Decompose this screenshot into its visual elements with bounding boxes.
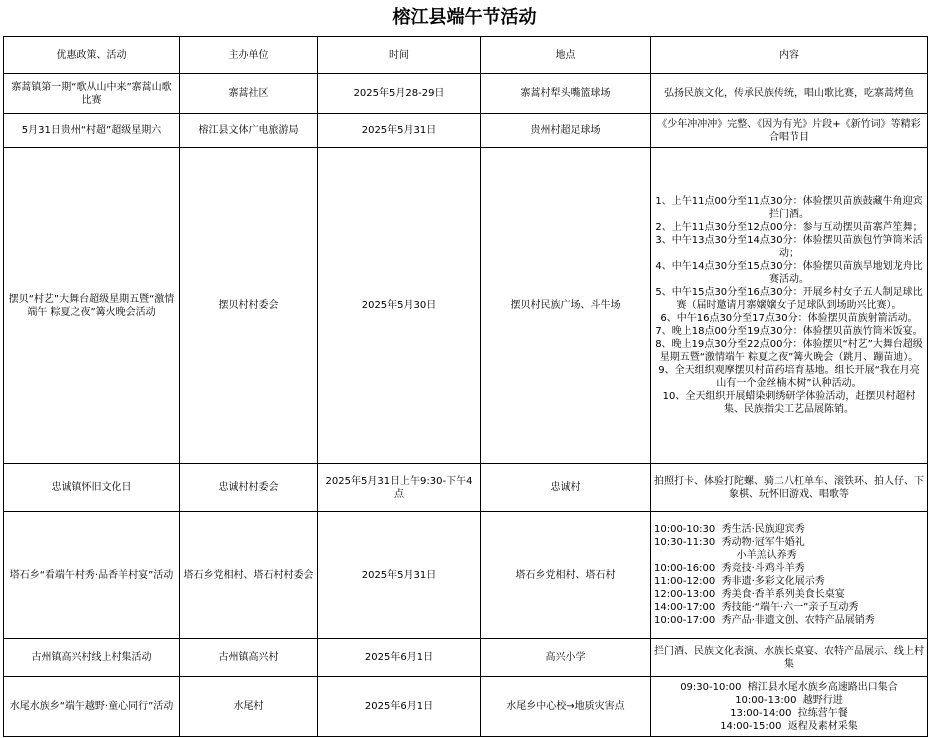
table-row	[4, 148, 928, 464]
cell-organizer: 忠诚村村委会	[180, 464, 318, 512]
table-row	[4, 114, 928, 148]
table-row	[4, 639, 928, 677]
content-line: 10、全天组织开展蜡染刺绣研学体验活动，赶摆贝村超村集、民族指尖工艺品展陈销。	[662, 391, 916, 415]
cell-activity: 5月31日贵州“村超”超级星期六	[4, 114, 180, 148]
cell-activity: 水尾水族乡“端午越野·童心同行”活动	[4, 677, 180, 737]
cell-organizer: 古州镇高兴村	[180, 639, 318, 677]
content-line: 1、上午11点00分至11点30分：体验摆贝苗族鼓藏牛角迎宾拦门酒。	[655, 196, 923, 220]
cell-organizer: 寨蒿社区	[180, 74, 318, 114]
cell-time: 2025年5月30日	[318, 148, 481, 464]
cell-organizer: 摆贝村村委会	[180, 148, 318, 464]
content-line: 拦门酒、民族文化表演、水族长桌宴、农特产品展示、线上村集	[654, 645, 924, 670]
cell-content	[651, 148, 928, 464]
cell-activity: 忠诚镇怀旧文化日	[4, 464, 180, 512]
content-line: 4、中午14点30分至15点30分：体验摆贝苗族旱地划龙舟比赛活动。	[655, 261, 923, 285]
cell-place: 摆贝村民族广场、斗牛场	[481, 148, 651, 464]
cell-activity: 寨蒿镇第一期“歌从山中来”寨蒿山歌比赛	[4, 74, 180, 114]
cell-activity: 摆贝“村艺”大舞台超级星期五暨“激情端午 粽夏之夜”篝火晚会活动	[4, 148, 180, 464]
content-line: 14:00-15:00 返程及素材采集	[720, 720, 858, 732]
content-line: 12:00-13:00 秀美食·香羊系列美食长桌宴	[654, 589, 845, 600]
content-line: 拍照打卡、体验打陀螺、骑二八杠单车、滚铁环、拍人仔、下象棋、玩怀旧游戏、唱歌等	[654, 475, 924, 500]
content-line: 09:30-10:00 榕江县水尾水族乡高速路出口集合	[680, 681, 898, 693]
cell-place: 高兴小学	[481, 639, 651, 677]
content-line: 小羊羔认养秀	[654, 550, 797, 561]
header-place: 地点	[481, 37, 651, 74]
cell-organizer: 塔石乡党相村、塔石村村委会	[180, 512, 318, 639]
cell-time: 2025年5月31日上午9:30-下午4点	[318, 464, 481, 512]
cell-organizer: 水尾村	[180, 677, 318, 737]
table-row	[4, 512, 928, 639]
header-activity: 优惠政策、活动	[4, 37, 180, 74]
content-line: 10:00-13:00 越野行进	[735, 694, 843, 706]
header-organizer: 主办单位	[180, 37, 318, 74]
cell-place: 贵州村超足球场	[481, 114, 651, 148]
cell-organizer: 榕江县文体广电旅游局	[180, 114, 318, 148]
content-line: 3、中午13点30分至14点30分：体验摆贝苗族包竹笋筒米活动；	[655, 235, 923, 259]
content-line: 11:00-12:00 秀非遗·多彩文化展示秀	[654, 576, 825, 587]
cell-content	[651, 464, 928, 512]
table-row	[4, 74, 928, 114]
cell-activity: 古州镇高兴村线上村集活动	[4, 639, 180, 677]
table-row	[4, 464, 928, 512]
content-line: 9、全天组织观摩摆贝村苗药培育基地。组长开展“我在月亮山有一个金丝楠木树”认种活动。	[658, 365, 920, 389]
cell-place: 塔石乡党相村、塔石村	[481, 512, 651, 639]
cell-time: 2025年5月31日	[318, 114, 481, 148]
content-line: 13:00-14:00 拉练营午餐	[730, 707, 848, 719]
cell-content	[651, 512, 928, 639]
content-line: 弘扬民族文化，传承民族传统，唱山歌比赛，吃寨蒿烤鱼	[664, 88, 914, 99]
cell-time: 2025年5月31日	[318, 512, 481, 639]
content-line: 7、晚上18点00分至19点30分：体验摆贝苗族竹筒米饭宴。	[655, 326, 923, 337]
cell-time: 2025年6月1日	[318, 639, 481, 677]
cell-place: 忠诚村	[481, 464, 651, 512]
page-title: 榕江县端午节活动	[392, 7, 537, 28]
content-line: 5、中午15点30分至16点30分：开展乡村女子五人制足球比赛（届时邀请月寨嬢嬢女子足球队到场助兴比赛）。	[655, 287, 923, 311]
content-line: 10:00-17:00 秀产品·非遗文创、农特产品展销秀	[654, 615, 875, 626]
cell-content	[651, 114, 928, 148]
activity-table	[3, 36, 928, 737]
cell-content	[651, 639, 928, 677]
content-line: 10:30-11:30 秀动物·冠军牛婚礼	[654, 537, 805, 548]
table-header-row	[4, 37, 928, 74]
table-row	[4, 677, 928, 737]
content-line: 2、上午11点30分至12点00分：参与互动摆贝苗寨芦笙舞；	[655, 222, 923, 233]
cell-content	[651, 74, 928, 114]
content-line: 10:00-16:00 秀竞技·斗鸡斗羊秀	[654, 563, 805, 574]
header-time: 时间	[318, 37, 481, 74]
cell-time: 2025年6月1日	[318, 677, 481, 737]
content-line: 8、晚上19点30分至22点00分：体验摆贝“村艺”大舞台超级星期五暨“激情端午 粽夏之夜”篝火晚会（跳月、蹦苗迪）。	[655, 339, 923, 363]
content-line: 6、中午16点30分至17点30分：体验摆贝苗族射箭活动。	[660, 313, 918, 324]
cell-place: 寨蒿村犁头嘴篮球场	[481, 74, 651, 114]
content-line: 10:00-10:30 秀生活·民族迎宾秀	[654, 524, 805, 535]
header-content: 内容	[651, 37, 928, 74]
content-line: 14:00-17:00 秀技能·“端午·六一”亲子互动秀	[654, 602, 859, 613]
cell-activity: 塔石乡“看端午村秀·品香羊村宴”活动	[4, 512, 180, 639]
cell-place: 水尾乡中心校→地质灾害点	[481, 677, 651, 737]
cell-time: 2025年5月28-29日	[318, 74, 481, 114]
content-line: 《少年冲冲冲》完整、《因为有光》片段+《新竹词》等精彩合唱节目	[657, 118, 921, 143]
cell-content	[651, 677, 928, 737]
